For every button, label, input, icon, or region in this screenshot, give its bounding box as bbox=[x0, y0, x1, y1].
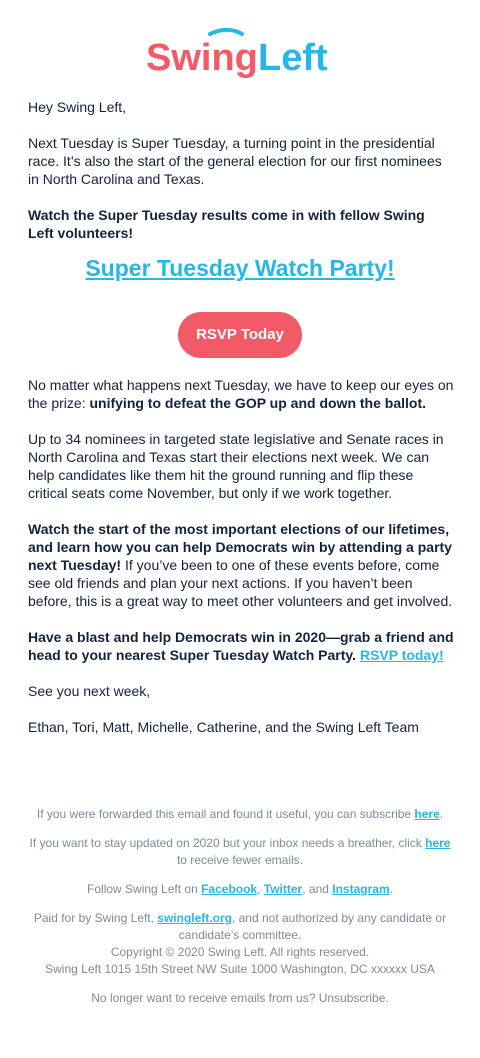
prize-paragraph: No matter what happens next Tuesday, we have to keep our eyes on the prize: unifying to defeat the GOP up and down the ballot. bbox=[28, 377, 454, 411]
instagram-link[interactable]: Instagram bbox=[332, 882, 390, 896]
intro-paragraph: Next Tuesday is Super Tuesday, a turning point in the presidential race. It’s also the start of the general election for our first nominees in North Carolina and Texas. bbox=[28, 135, 442, 187]
logo-word-swing: Swing bbox=[146, 37, 258, 79]
subscribe-link[interactable]: here bbox=[414, 807, 440, 821]
twitter-link[interactable]: Twitter bbox=[263, 882, 303, 896]
unsubscribe-note[interactable]: No longer want to receive emails from us? Unsubscribe. bbox=[91, 991, 389, 1005]
rsvp-today-button[interactable]: RSVP Today bbox=[178, 312, 302, 358]
greeting: Hey Swing Left, bbox=[28, 99, 127, 115]
mailing-address: Swing Left 1015 15th Street NW Suite 1000 Washington, DC xxxxxx USA bbox=[45, 962, 435, 976]
rsvp-today-link[interactable]: RSVP today! bbox=[359, 647, 444, 663]
swingleft-org-link[interactable]: swingleft.org bbox=[157, 911, 232, 925]
email-footer bbox=[24, 806, 456, 1019]
watch-results-paragraph: Watch the Super Tuesday results come in with fellow Swing Left volunteers! bbox=[28, 207, 425, 241]
watch-party-headline-link[interactable]: Super Tuesday Watch Party! bbox=[85, 255, 395, 281]
fewer-emails-note: If you want to stay updated on 2020 but your inbox needs a breather, click here to receive fewer emails. bbox=[29, 836, 451, 867]
important-elections-paragraph: Watch the start of the most important elections of our lifetimes, and learn how you can help Democrats win by attending a party next Tuesday! If you’ve been to one of these events before, come see old friends and plan your next actions. If you haven’t been before, this is a great way to meet other volunteers and get involved. bbox=[28, 521, 453, 609]
email-body-bottom bbox=[28, 376, 454, 754]
swing-left-logo-icon bbox=[140, 22, 340, 82]
signature: Ethan, Tori, Matt, Michelle, Catherine, and the Swing Left Team bbox=[28, 719, 419, 735]
forwarded-note: If you were forwarded this email and found it useful, you can subscribe here. bbox=[36, 807, 444, 821]
copyright: Copyright © 2020 Swing Left. All rights reserved. bbox=[110, 945, 370, 959]
nominees-paragraph: Up to 34 nominees in targeted state legislative and Senate races in North Carolina and Texas start their elections next week. We can help candidates like them hit the ground running and flip these critical seats come November, but only if we work together. bbox=[28, 431, 444, 501]
swing-left-logo[interactable] bbox=[0, 22, 480, 82]
signoff: See you next week, bbox=[28, 683, 151, 699]
fewer-emails-link[interactable]: here bbox=[425, 836, 451, 850]
facebook-link[interactable]: Facebook bbox=[201, 882, 258, 896]
logo-word-left: Left bbox=[258, 37, 328, 79]
paid-for-note: Paid for by Swing Left, swingleft.org, and not authorized by any candidate or candidate’s committee. bbox=[33, 911, 447, 942]
social-links: Follow Swing Left on Facebook, Twitter, and Instagram. bbox=[87, 882, 393, 896]
email-body-top bbox=[28, 98, 454, 260]
have-a-blast-paragraph: Have a blast and help Democrats win in 2020—grab a friend and head to your nearest Super Tuesday Watch Party. RSVP today! bbox=[28, 629, 454, 663]
